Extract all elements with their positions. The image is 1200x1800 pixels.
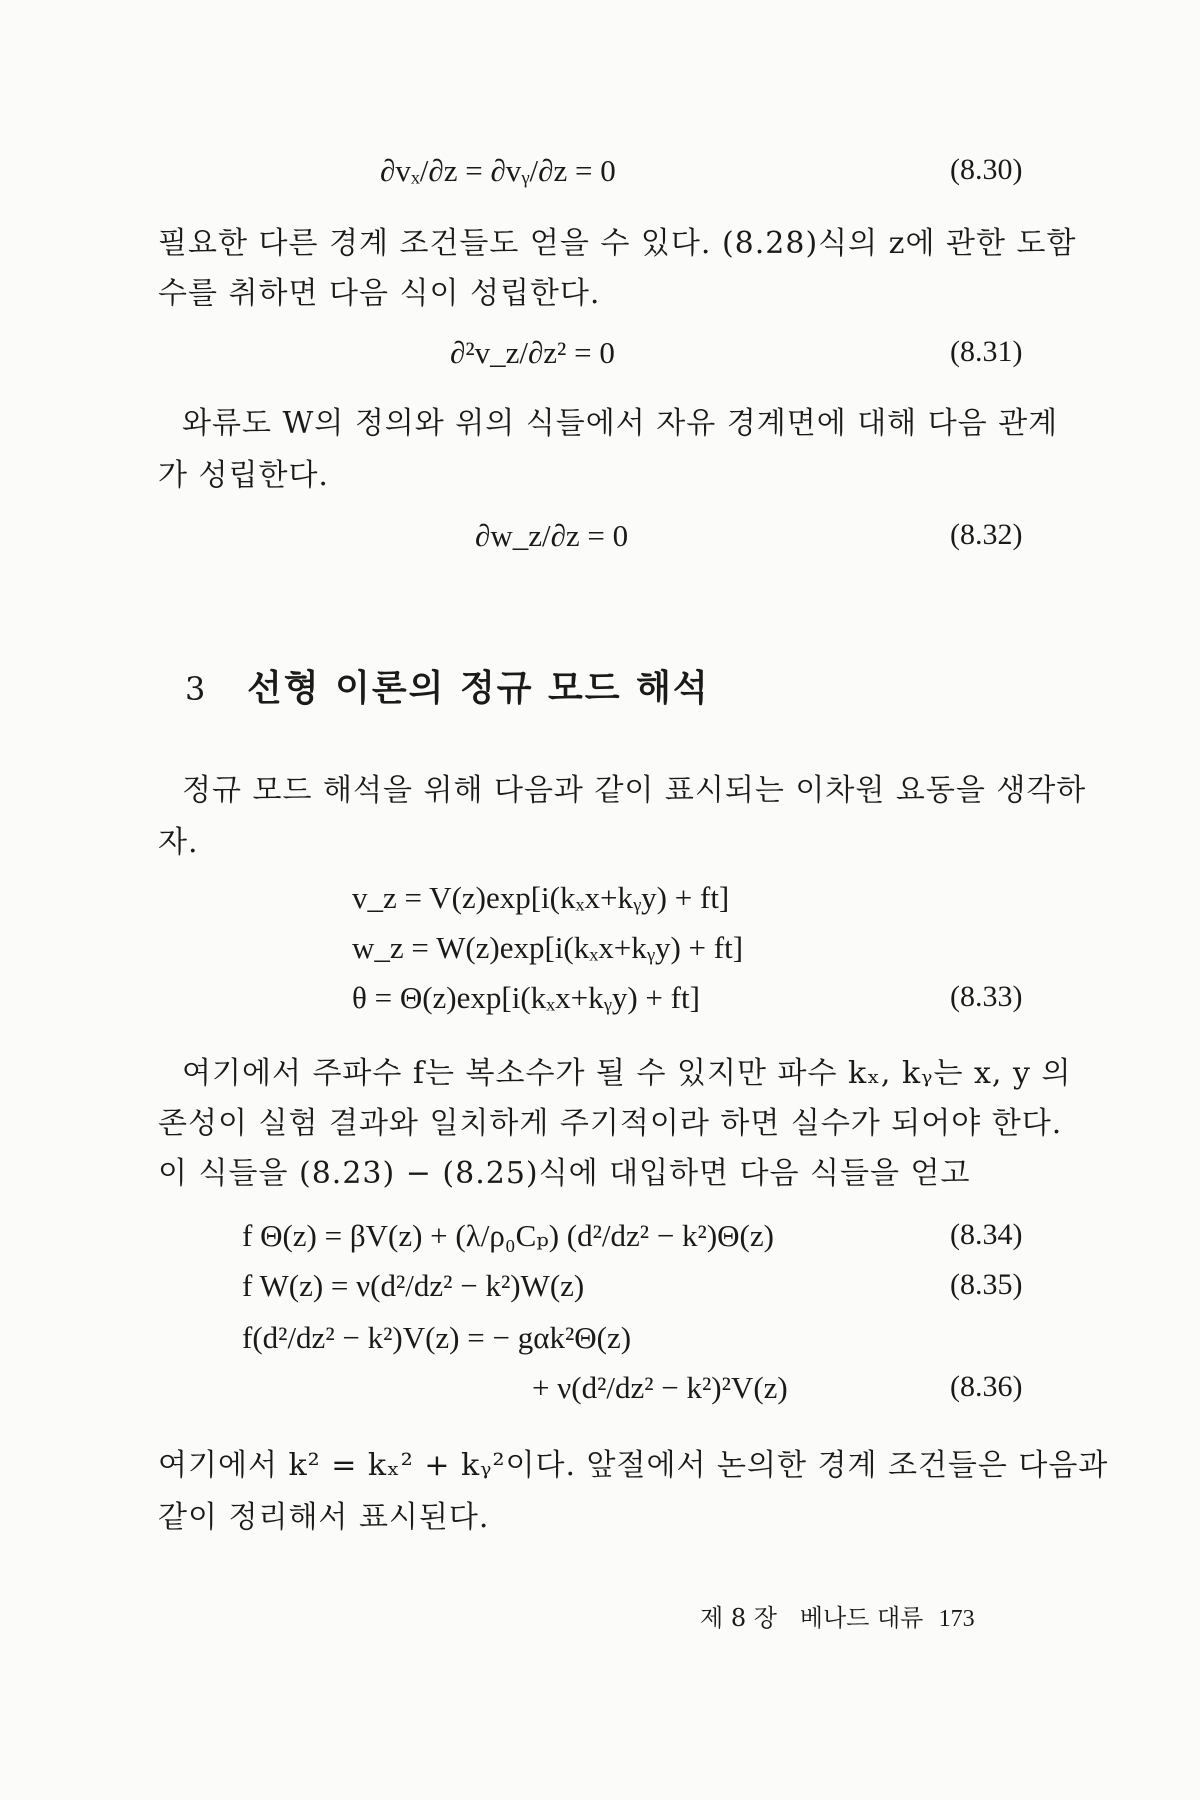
section-number: 3 bbox=[185, 670, 208, 708]
paragraph-line: 여기에서 주파수 f는 복소수가 될 수 있지만 파수 kₓ, kᵧ는 x, y 의 bbox=[182, 1056, 1072, 1091]
equation-8-32: ∂w_z/∂z = 0 bbox=[475, 518, 629, 553]
paragraph-line: 필요한 다른 경계 조건들도 얻을 수 있다. (8.28)식의 z에 관한 도함 bbox=[158, 226, 1077, 261]
paragraph-line: 수를 취하면 다음 식이 성립한다. bbox=[158, 276, 601, 311]
equation-8-34: f Θ(z) = βV(z) + (λ/ρ₀Cₚ) (d²/dz² − k²)Θ(z) bbox=[242, 1218, 774, 1253]
paragraph-line: 같이 정리해서 표시된다. bbox=[158, 1500, 490, 1535]
equation-8-36-line: + ν(d²/dz² − k²)²V(z) bbox=[532, 1370, 788, 1405]
equation-number-8-32: (8.32) bbox=[950, 518, 1023, 551]
paragraph-line: 와류도 W의 정의와 위의 식들에서 자유 경계면에 대해 다음 관계 bbox=[182, 406, 1059, 441]
equation-8-30: ∂vₓ/∂z = ∂vᵧ/∂z = 0 bbox=[380, 153, 616, 188]
equation-number-8-33: (8.33) bbox=[950, 980, 1023, 1013]
equation-number-8-31: (8.31) bbox=[950, 335, 1023, 368]
equation-8-33-line: v_z = V(z)exp[i(kₓx+kᵧy) + ft] bbox=[352, 880, 730, 915]
equation-8-33-line: θ = Θ(z)exp[i(kₓx+kᵧy) + ft] bbox=[352, 980, 700, 1015]
equation-8-31: ∂²v_z/∂z² = 0 bbox=[450, 335, 615, 370]
paragraph-line: 여기에서 k² = kₓ² + kᵧ²이다. 앞절에서 논의한 경계 조건들은 다음과 bbox=[158, 1448, 1109, 1483]
equation-8-36-line: f(d²/dz² − k²)V(z) = − gαk²Θ(z) bbox=[242, 1320, 632, 1355]
section-title: 선형 이론의 정규 모드 해석 bbox=[247, 667, 710, 709]
equation-8-35: f W(z) = ν(d²/dz² − k²)W(z) bbox=[242, 1268, 585, 1303]
paragraph-line: 자. bbox=[158, 825, 199, 860]
page-footer bbox=[700, 1598, 975, 1633]
equation-number-8-34: (8.34) bbox=[950, 1218, 1023, 1251]
section-heading bbox=[185, 660, 710, 711]
paragraph-line: 가 성립한다. bbox=[158, 458, 329, 493]
equation-number-8-35: (8.35) bbox=[950, 1268, 1023, 1301]
page-number: 173 bbox=[938, 1606, 975, 1632]
footer-chapter: 제 8 장 bbox=[700, 1604, 777, 1632]
paragraph-line: 정규 모드 해석을 위해 다음과 같이 표시되는 이차원 요동을 생각하 bbox=[182, 773, 1087, 808]
paragraph-line: 존성이 실험 결과와 일치하게 주기적이라 하면 실수가 되어야 한다. bbox=[158, 1106, 1063, 1141]
equation-number-8-36: (8.36) bbox=[950, 1370, 1023, 1403]
paragraph-line: 이 식들을 (8.23) − (8.25)식에 대입하면 다음 식들을 얻고 bbox=[158, 1156, 971, 1191]
equation-number-8-30: (8.30) bbox=[950, 153, 1023, 186]
footer-chapter-title: 베나드 대류 bbox=[799, 1604, 924, 1632]
equation-8-33-line: w_z = W(z)exp[i(kₓx+kᵧy) + ft] bbox=[352, 930, 744, 965]
